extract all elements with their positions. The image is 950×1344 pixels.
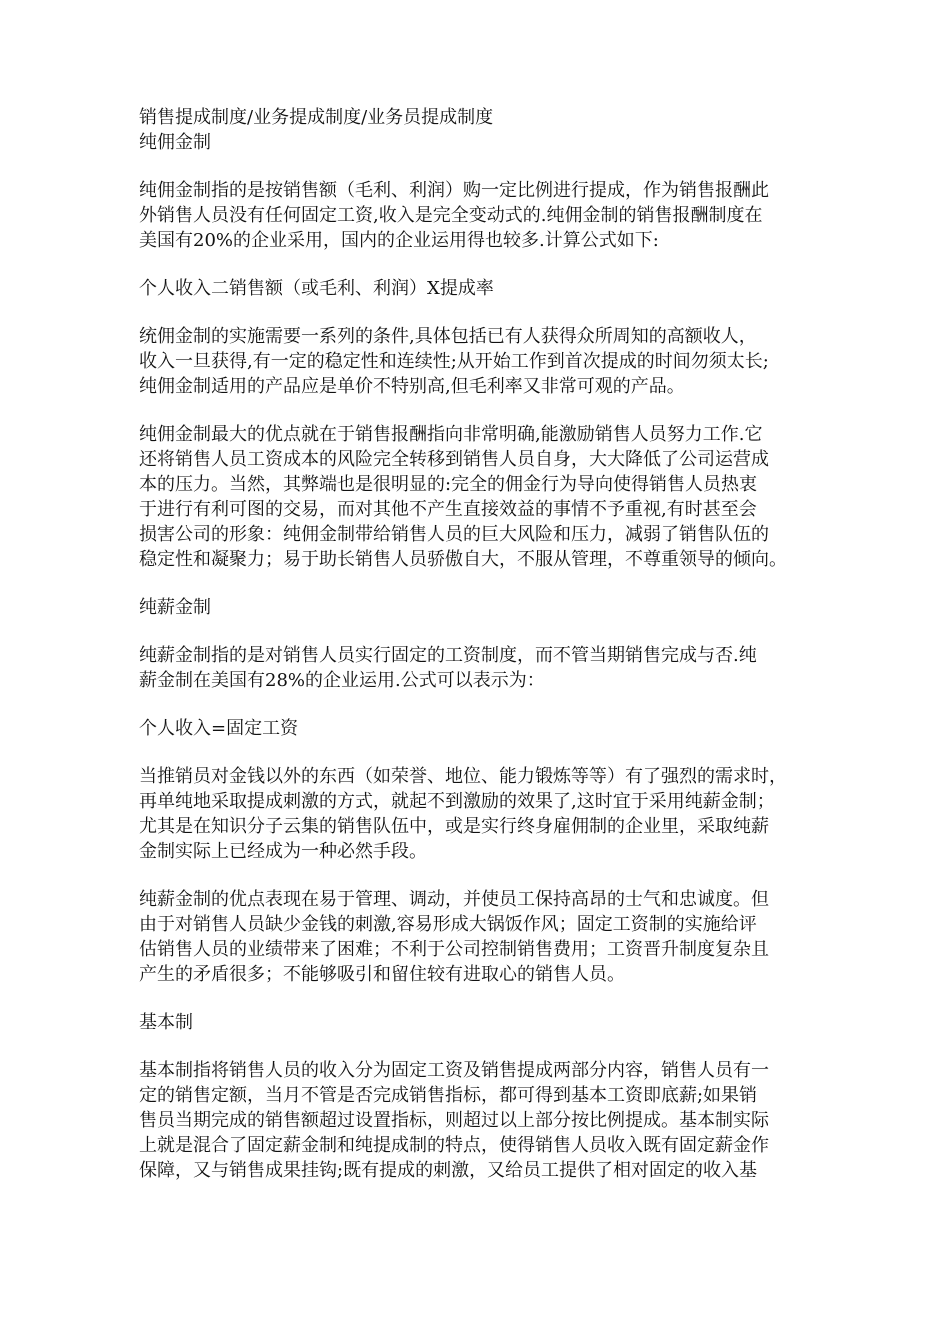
paragraph-line: 由于对销售人员缺少金钱的刺激,容易形成大锅饭作风；固定工资制的实施给评 — [139, 914, 757, 935]
paragraph-spacer — [139, 620, 829, 643]
paragraph-line: 纯薪金制指的是对销售人员实行固定的工资制度，而不管当期销售完成与否.纯 — [139, 645, 757, 666]
paragraph-spacer — [139, 399, 829, 422]
paragraph-line: 还将销售人员工资成本的风险完全转移到销售人员自身，大大降低了公司运营成 — [139, 449, 769, 470]
paragraph-line: 于进行有利可图的交易，而对其他不产生直接效益的事情不予重视,有时甚至会 — [139, 499, 757, 520]
paragraph-pure-salary-usage — [139, 764, 829, 864]
paragraph-line: 产生的矛盾很多；不能够吸引和留住较有进取心的销售人员。 — [139, 964, 625, 985]
paragraph-pure-commission-pros-cons — [139, 422, 829, 572]
document-body — [139, 105, 829, 1183]
paragraph-spacer — [139, 987, 829, 1010]
paragraph-pure-commission-definition — [139, 178, 829, 253]
paragraph-pure-salary-pros-cons — [139, 887, 829, 987]
paragraph-spacer — [139, 741, 829, 764]
paragraph-spacer — [139, 301, 829, 324]
paragraph-line: 外销售人员没有任何固定工资,收入是完全变动式的.纯佣金制的销售报酬制度在 — [139, 205, 763, 226]
paragraph-line: 售员当期完成的销售额超过设置指标，则超过以上部分按比例提成。基本制实际 — [139, 1110, 769, 1131]
paragraph-line: 估销售人员的业绩带来了困难；不利于公司控制销售费用；工资晋升制度复杂且 — [139, 939, 769, 960]
document-title: 销售提成制度/业务提成制度/业务员提成制度 — [139, 107, 494, 128]
paragraph-spacer — [139, 864, 829, 887]
paragraph-line: 纯佣金制最大的优点就在于销售报酬指向非常明确,能激励销售人员努力工作.它 — [139, 424, 763, 445]
paragraph-spacer — [139, 693, 829, 716]
paragraph-spacer — [139, 253, 829, 276]
paragraph-line: 纯薪金制的优点表现在易于管理、调动，并使员工保持高昂的士气和忠诚度。但 — [139, 889, 769, 910]
paragraph-spacer — [139, 1035, 829, 1058]
paragraph-line: 纯佣金制适用的产品应是单价不特别高,但毛利率又非常可观的产品。 — [139, 376, 685, 397]
paragraph-pure-salary-definition — [139, 643, 829, 693]
paragraph-line: 纯佣金制指的是按销售额（毛利、利润）购一定比例进行提成，作为销售报酬此 — [139, 180, 769, 201]
paragraph-spacer — [139, 572, 829, 595]
paragraph-line: 当推销员对金钱以外的东西（如荣誉、地位、能力锻炼等等）有了强烈的需求时， — [139, 766, 787, 787]
paragraph-line: 上就是混合了固定薪金制和纯提成制的特点，使得销售人员收入既有固定薪金作 — [139, 1135, 769, 1156]
formula-pure-salary: 个人收入=固定工资 — [139, 718, 299, 739]
section-heading-base-system: 基本制 — [139, 1012, 193, 1033]
paragraph-line: 统佣金制的实施需要一系列的条件,具体包括已有人获得众所周知的高额收人， — [139, 326, 757, 347]
paragraph-line: 稳定性和凝聚力；易于助长销售人员骄傲自大，不服从管理，不尊重领导的倾向。 — [139, 549, 787, 570]
paragraph-base-system-definition — [139, 1058, 829, 1183]
paragraph-line: 基本制指将销售人员的收入分为固定工资及销售提成两部分内容，销售人员有一 — [139, 1060, 769, 1081]
paragraph-line: 保障，又与销售成果挂钩;既有提成的刺激，又给员工提供了相对固定的收入基 — [139, 1160, 758, 1181]
paragraph-line: 美国有20%的企业采用，国内的企业运用得也较多.计算公式如下: — [139, 230, 659, 251]
formula-pure-commission: 个人收入二销售额（或毛利、利润）X提成率 — [139, 278, 494, 299]
paragraph-pure-commission-conditions — [139, 324, 829, 399]
paragraph-line: 损害公司的形象：纯佣金制带给销售人员的巨大风险和压力，减弱了销售队伍的 — [139, 524, 769, 545]
paragraph-line: 薪金制在美国有28%的企业运用.公式可以表示为： — [139, 670, 545, 691]
paragraph-line: 金制实际上已经成为一种必然手段。 — [139, 841, 427, 862]
paragraph-line: 本的压力。当然，其弊端也是很明显的:完全的佣金行为导向使得销售人员热衷 — [139, 474, 758, 495]
paragraph-line: 定的销售定额，当月不管是否完成销售指标，都可得到基本工资即底薪;如果销 — [139, 1085, 758, 1106]
paragraph-spacer — [139, 155, 829, 178]
section-heading-pure-salary: 纯薪金制 — [139, 597, 211, 618]
paragraph-line: 尤其是在知识分子云集的销售队伍中，或是实行终身雇佣制的企业里，采取纯薪 — [139, 816, 769, 837]
paragraph-line: 收入一旦获得,有一定的稳定性和连续性;从开始工作到首次提成的时间勿须太长; — [139, 351, 769, 372]
paragraph-line: 再单纯地采取提成刺激的方式，就起不到激励的效果了,这时宜于采用纯薪金制； — [139, 791, 775, 812]
section-heading-pure-commission: 纯佣金制 — [139, 132, 211, 153]
